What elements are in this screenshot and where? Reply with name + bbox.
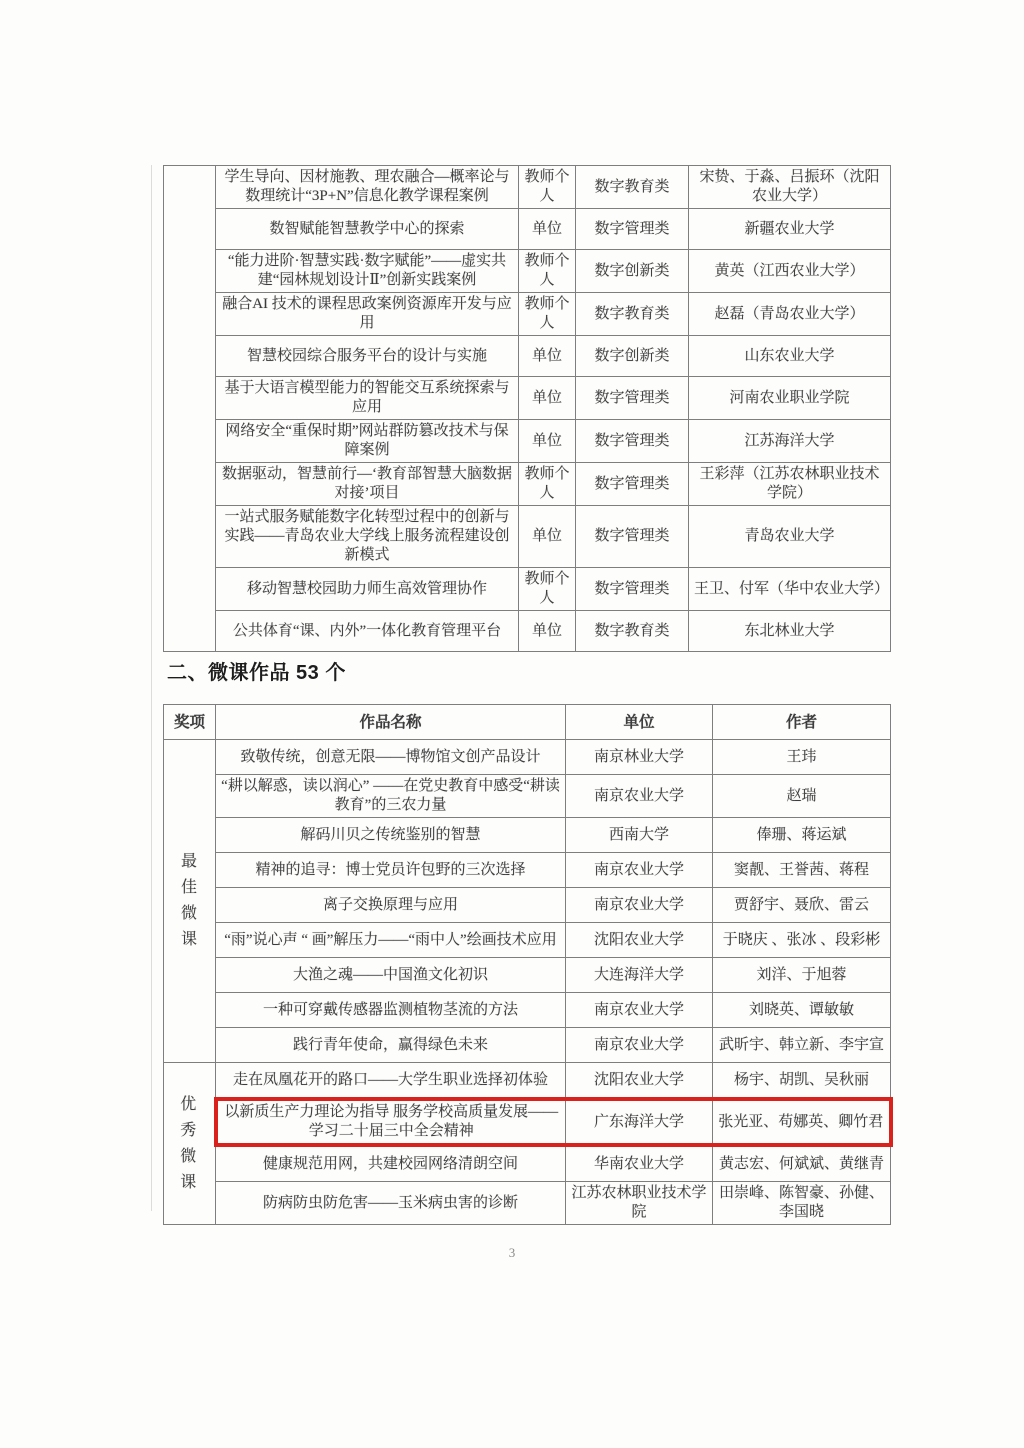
- work-title-cell: 大渔之魂——中国渔文化初识: [216, 958, 566, 993]
- work-title-cell: 走在凤凰花开的路口——大学生职业选择初体验: [216, 1063, 566, 1100]
- award-label-char: 佳: [180, 879, 198, 896]
- page-edge-line: [151, 165, 152, 1211]
- award-label-char: 秀: [180, 1121, 198, 1139]
- award-column-blank-cell: [164, 166, 216, 652]
- category-cell: 数字创新类: [576, 250, 689, 293]
- authors-cell: 河南农业职业学院: [689, 377, 891, 420]
- entry-type-cell: 单位: [519, 209, 576, 250]
- table-row: [164, 740, 891, 775]
- authors-cell: 赵磊（青岛农业大学）: [689, 293, 891, 336]
- category-cell: 数字管理类: [576, 568, 689, 611]
- work-title-cell: 学生导向、因材施教、理农融合—概率论与数理统计“3P+N”信息化教学课程案例: [216, 166, 519, 209]
- category-cell: 数字管理类: [576, 463, 689, 506]
- category-cell: 数字教育类: [576, 611, 689, 652]
- unit-cell: 南京农业大学: [566, 993, 713, 1028]
- unit-cell: 南京农业大学: [566, 775, 713, 818]
- entry-type-cell: 教师个人: [519, 166, 576, 209]
- table-row: [164, 506, 891, 568]
- table-row: [164, 209, 891, 250]
- authors-cell: 刘晓英、谭敏敏: [713, 993, 891, 1028]
- work-title-cell: “雨”说心声 “ 画”解压力——“雨中人”绘画技术应用: [216, 923, 566, 958]
- digital-works-table: [163, 165, 891, 652]
- authors-cell: 刘洋、于旭蓉: [713, 958, 891, 993]
- work-title-cell: 以新质生产力理论为指导 服务学校高质量发展——学习二十届三中全会精神: [216, 1099, 566, 1145]
- table-row: [164, 166, 891, 209]
- work-title-cell: “能力进阶·智慧实践·数字赋能”——虚实共建“园林规划设计Ⅱ”创新实践案例: [216, 250, 519, 293]
- authors-cell: 于晓庆 、张冰 、段彩彬: [713, 923, 891, 958]
- work-title-cell: 践行青年使命，赢得绿色未来: [216, 1028, 566, 1063]
- authors-cell: 窦靓、王誉茜、蒋程: [713, 853, 891, 888]
- authors-cell: 田崇峰、陈智豪、孙健、李国晓: [713, 1182, 891, 1225]
- authors-cell: 江苏海洋大学: [689, 420, 891, 463]
- category-cell: 数字教育类: [576, 293, 689, 336]
- entry-type-cell: 教师个人: [519, 568, 576, 611]
- entry-type-cell: 教师个人: [519, 293, 576, 336]
- entry-type-cell: 教师个人: [519, 463, 576, 506]
- authors-cell: 张光亚、苟娜英、卿竹君: [713, 1099, 891, 1145]
- authors-cell: 东北林业大学: [689, 611, 891, 652]
- award-label-char: 最: [180, 853, 198, 870]
- table-header-row: [164, 705, 891, 740]
- microcourse-table: [163, 704, 893, 1225]
- award-label-char: 微: [180, 1147, 198, 1165]
- table-row: [164, 1182, 891, 1225]
- unit-cell: 南京农业大学: [566, 888, 713, 923]
- award-label-char: 课: [180, 1173, 198, 1191]
- work-title-cell: 网络安全“重保时期”网站群防篡改技术与保障案例: [216, 420, 519, 463]
- table-row: [164, 1028, 891, 1063]
- work-title-cell: 一站式服务赋能数字化转型过程中的创新与实践——青岛农业大学线上服务流程建设创新模式: [216, 506, 519, 568]
- unit-cell: 沈阳农业大学: [566, 923, 713, 958]
- highlighted-row: [164, 1099, 891, 1145]
- table-row: [164, 818, 891, 853]
- work-title-cell: 公共体育“课、内外”一体化教育管理平台: [216, 611, 519, 652]
- table-row: [164, 1063, 891, 1100]
- authors-cell: 贾舒宇、聂欣、雷云: [713, 888, 891, 923]
- category-cell: 数字管理类: [576, 506, 689, 568]
- entry-type-cell: 单位: [519, 506, 576, 568]
- table-row: [164, 775, 891, 818]
- authors-cell: 武昕宇、韩立新、李宇宣: [713, 1028, 891, 1063]
- authors-cell: 新疆农业大学: [689, 209, 891, 250]
- table-row: [164, 611, 891, 652]
- category-cell: 数字管理类: [576, 209, 689, 250]
- category-cell: 数字教育类: [576, 166, 689, 209]
- work-title-cell: 解码川贝之传统鉴别的智慧: [216, 818, 566, 853]
- unit-cell: 南京农业大学: [566, 1028, 713, 1063]
- category-cell: 数字管理类: [576, 420, 689, 463]
- column-header: 奖项: [164, 705, 216, 740]
- work-title-cell: 移动智慧校园助力师生高效管理协作: [216, 568, 519, 611]
- table-row: [164, 377, 891, 420]
- authors-cell: 赵瑞: [713, 775, 891, 818]
- work-title-cell: 防病防虫防危害——玉米病虫害的诊断: [216, 1182, 566, 1225]
- table-row: [164, 336, 891, 377]
- column-header: 作品名称: [216, 705, 566, 740]
- column-header: 作者: [713, 705, 891, 740]
- entry-type-cell: 单位: [519, 611, 576, 652]
- table-row: [164, 568, 891, 611]
- award-label-char: 微: [180, 905, 198, 922]
- authors-cell: 王卫、付军（华中农业大学）: [689, 568, 891, 611]
- work-title-cell: 数据驱动，智慧前行—‘教育部智慧大脑数据对接’项目: [216, 463, 519, 506]
- table-row: [164, 923, 891, 958]
- table-row: [164, 958, 891, 993]
- category-cell: 数字管理类: [576, 377, 689, 420]
- authors-cell: 青岛农业大学: [689, 506, 891, 568]
- unit-cell: 南京农业大学: [566, 853, 713, 888]
- work-title-cell: 数智赋能智慧教学中心的探索: [216, 209, 519, 250]
- table-row: [164, 853, 891, 888]
- unit-cell: 华南农业大学: [566, 1145, 713, 1182]
- authors-cell: 杨宇、胡凯、吴秋丽: [713, 1063, 891, 1100]
- work-title-cell: 一种可穿戴传感器监测植物茎流的方法: [216, 993, 566, 1028]
- authors-cell: 宋贽、于淼、吕振环（沈阳农业大学）: [689, 166, 891, 209]
- unit-cell: 江苏农林职业技术学院: [566, 1182, 713, 1225]
- table-row: [164, 463, 891, 506]
- table-row: [164, 293, 891, 336]
- work-title-cell: 融合AI 技术的课程思政案例资源库开发与应用: [216, 293, 519, 336]
- work-title-cell: 智慧校园综合服务平台的设计与实施: [216, 336, 519, 377]
- entry-type-cell: 单位: [519, 377, 576, 420]
- unit-cell: 大连海洋大学: [566, 958, 713, 993]
- entry-type-cell: 单位: [519, 336, 576, 377]
- table-row: [164, 420, 891, 463]
- unit-cell: 广东海洋大学: [566, 1099, 713, 1145]
- work-title-cell: 离子交换原理与应用: [216, 888, 566, 923]
- work-title-cell: 致敬传统，创意无限——博物馆文创产品设计: [216, 740, 566, 775]
- award-cell: [164, 740, 216, 1063]
- table-row: [164, 250, 891, 293]
- entry-type-cell: 教师个人: [519, 250, 576, 293]
- authors-cell: 俸珊、蒋运斌: [713, 818, 891, 853]
- unit-cell: 南京林业大学: [566, 740, 713, 775]
- category-cell: 数字创新类: [576, 336, 689, 377]
- unit-cell: 西南大学: [566, 818, 713, 853]
- authors-cell: 王彩萍（江苏农林职业技术学院）: [689, 463, 891, 506]
- page-number: 3: [508, 1245, 516, 1260]
- authors-cell: 王玮: [713, 740, 891, 775]
- work-title-cell: “耕以解惑，读以润心” ——在党史教育中感受“耕读教育”的三农力量: [216, 775, 566, 818]
- table-row: [164, 888, 891, 923]
- section-heading: 二、微课作品 53 个: [167, 662, 346, 684]
- table-row: [164, 993, 891, 1028]
- unit-cell: 沈阳农业大学: [566, 1063, 713, 1100]
- entry-type-cell: 单位: [519, 420, 576, 463]
- authors-cell: 黄志宏、何斌斌、黄继青: [713, 1145, 891, 1182]
- work-title-cell: 精神的追寻：博士党员许包野的三次选择: [216, 853, 566, 888]
- table-row: [164, 1145, 891, 1182]
- authors-cell: 山东农业大学: [689, 336, 891, 377]
- award-label-char: 优: [180, 1095, 198, 1113]
- award-label-char: 课: [180, 931, 198, 948]
- column-header: 单位: [566, 705, 713, 740]
- work-title-cell: 健康规范用网，共建校园网络清朗空间: [216, 1145, 566, 1182]
- award-cell: [164, 1063, 216, 1225]
- work-title-cell: 基于大语言模型能力的智能交互系统探索与应用: [216, 377, 519, 420]
- authors-cell: 黄英（江西农业大学）: [689, 250, 891, 293]
